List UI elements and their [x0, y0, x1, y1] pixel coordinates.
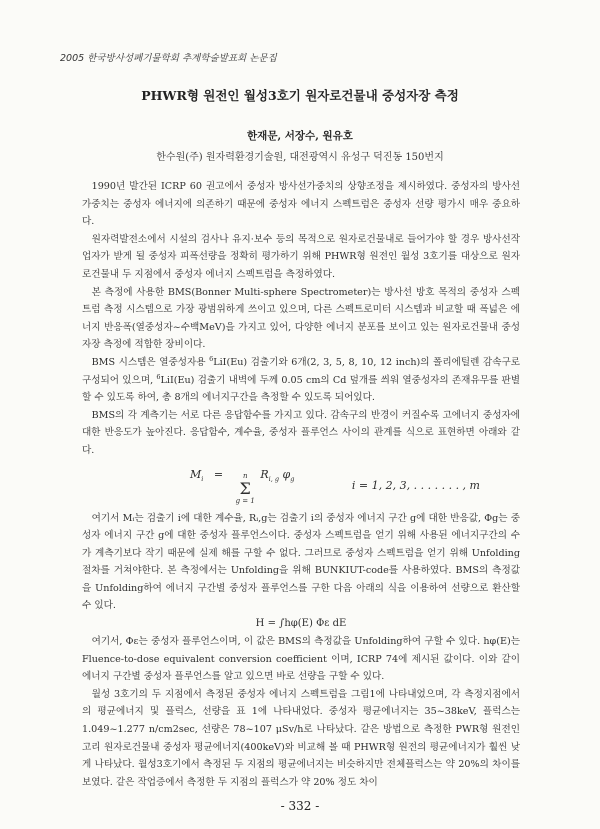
paragraph-bms: 본 측정에 사용한 BMS(Bonner Multi-sphere Spectrometer)는 방사선 방호 목적의 중성자 스펙트럼 측정 시스템으로 가장 광범위하게 쓰이고 있으며, 다른 스펙트로미터 시스템과 비교할 때 폭넓은 에너지 반응폭(열중성자~수백MeV)을 가지고 있어, 다양한 에너지 분포를 보이고 있는 원자로건물내 중성자장 측정에 적합한 장비이다. — [82, 286, 520, 351]
paragraph-bms-system: BMS 시스템은 열중성자용 $^6$LiI(Eu) 검출기와 6개(2, 3, 5, 8, 10, 12 inch)의 폴리에틸렌 감속구로 구성되어 있으며, $^6$LiI(Eu) 검출기 내벽에 두께 0.05 cm의 Cd 덮개를 씌워 열중성자의 존재유무를 판별할 수 있도록 하여, 총 8개의 에너지구간을 측정할 수 있도록 되어있다. — [82, 354, 520, 404]
paper-body — [82, 178, 520, 791]
equation-count-rate: $M_i$ = n Σ g = 1 $R_{i, g}$ $\varphi_g$ i = 1, 2, 3, . . . . . . . , m — [190, 467, 480, 505]
paragraph-response: BMS의 각 계측기는 서로 다른 응답함수를 가지고 있다. 감속구의 반경이 커질수록 고에너지 중성자에 대한 반응도가 높아진다. 응답함수, 계수율, 중성자 플루언스 사이의 관계를 식으로 표현하면 아래와 같다. — [82, 409, 520, 456]
author-list: 한재문, 서장수, 원유호 — [247, 130, 353, 142]
paragraph-results: 월성 3호기의 두 지점에서 측정된 중성자 에너지 스펙트럼을 그림1에 나타내었으며, 각 측정지점에서의 평균에너지 및 플럭스, 선량을 표 1에 나타내었다. 중성자 평균에너지는 35~38keV, 플럭스는 1.049~1.277 n/cm2sec, 선량은 78~107 μSv/h로 나타났다. 같은 방법으로 측정한 PWR형 원전인 고리 원자로건물내 중성자 평균에너지(400keV)와 비교해 볼 때 PHWR형 원전의 평균에너지가 훨씬 낮게 나타났다. 월성3호기에서 측정된 두 지점의 평균에너지는 비슷하지만 전체플럭스는 약 20%의 차이를 보였다. 같은 작업증에서 측정한 두 지점의 플럭스가 약 20% 정도 차이 — [82, 688, 520, 788]
paragraph-unfolding: 여기서 Mᵢ는 검출기 i에 대한 계수율, Rᵢ,g는 검출기 i의 중성자 에너지 구간 g에 대한 반응값, Φg는 중성자 에너지 구간 g에 대한 중성자 플루언스이다. 중성자 스펙트럼을 얻기 위해 사용된 에너지구간의 수가 계측기보다 작기 때문에 실제 해를 구할 수 없다. 그러므로 중성자 스펙트럼을 얻기 위해 Unfolding 절차를 거쳐야한다. 본 측정에서는 Unfolding을 위해 BUNKIUT-code를 사용하였다. BMS의 측정값을 Unfolding하여 에너지 구간별 중성자 플루언스를 구한 다음 아래의 식을 이용하여 선량으로 환산할 수 있다. — [82, 512, 520, 612]
page-number: - 332 - — [280, 799, 320, 813]
paper-title: PHWR형 원전인 월성3호기 원자로건물내 중성자장 측정 — [141, 88, 459, 103]
equation-index-range: i = 1, 2, 3, . . . . . . . , m — [351, 478, 480, 492]
equation-dose: H = ∫hφ(E) Φε dE — [255, 618, 347, 630]
paragraph-dose: 여기서, Φε는 중성자 플루언스이며, 이 값은 BMS의 측정값을 Unfolding하여 구할 수 있다. hφ(E)는 Fluence-to-dose equivalent conversion coefficient 이며, ICRP 74에 제시된 값이다. 이와 같이 에너지 구간별 중성자 플루언스를 알고 있으면 바로 선량을 구할 수 있다. — [82, 636, 520, 683]
summation-symbol: n Σ g = 1 — [235, 471, 255, 505]
conference-header: 2005 한국방사성폐기물학회 추계학술발표회 논문집 — [60, 53, 277, 64]
author-affiliation: 한수원(주) 원자력환경기술원, 대전광역시 유성구 덕진동 150번지 — [156, 152, 444, 163]
paragraph-intro: 1990년 발간된 ICRP 60 권고에서 중성자 방사선가중치의 상향조정을 제시하였다. 중성자의 방사선가중치는 중성자 에너지에 의존하기 때문에 중성자 에너지 스펙트럼은 중성자 선량 평가시 매우 중요하다. — [82, 181, 520, 228]
paragraph-purpose: 원자력발전소에서 시설의 검사나 유지·보수 등의 목적으로 원자로건물내로 들어가야 할 경우 방사선작업자가 받게 될 중성자 피폭선량을 정확히 평가하기 위해 PHWR형 원전인 월성 3호기를 대상으로 원자로건물내 두 지점에서 중성자 에너지 스펙트럼을 측정하였다. — [82, 233, 520, 280]
